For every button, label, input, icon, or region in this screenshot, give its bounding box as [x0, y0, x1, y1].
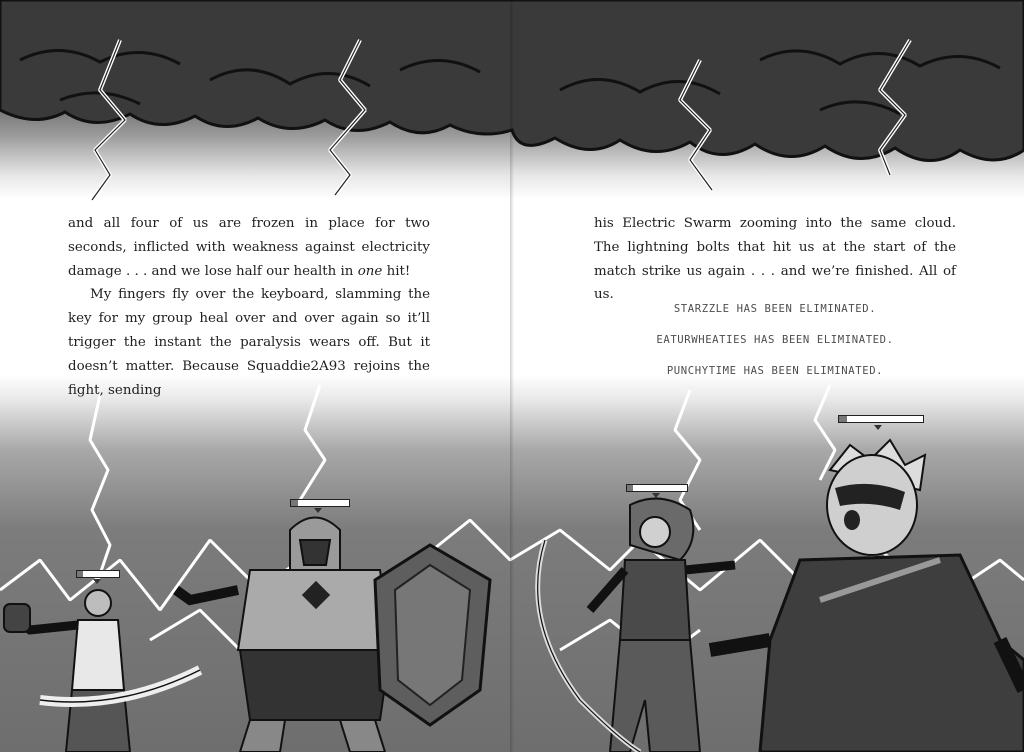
character-masked-hero [710, 440, 1024, 752]
health-bar-icon [290, 499, 350, 507]
health-bar-icon [76, 570, 120, 578]
left-paragraph-1-text: and all four of us are frozen in place for two seconds, inflicted with weakness against electricity damage . . . and we lose half our health in [68, 216, 430, 279]
health-bar-fill [627, 485, 633, 491]
health-bar-icon [626, 484, 688, 492]
left-paragraph-2: My fingers fly over the keyboard, slamming the key for my group heal over and over again so it’ll trigger the instant the paralysis wears off. But it doesn’t matter. Because Squaddie2A93 rejoins the fight, sending [68, 287, 430, 398]
elimination-message-2: EATURWHEATIES HAS BEEN ELIMINATED. [656, 334, 894, 346]
elimination-message-1: STARZZLE HAS BEEN ELIMINATED. [673, 303, 877, 315]
health-marker [93, 579, 101, 584]
character-girl-left [4, 590, 200, 752]
health-bar-icon [838, 415, 924, 423]
health-bar-fill [291, 500, 298, 506]
health-marker [652, 493, 660, 498]
left-paragraph-1-end: hit! [382, 263, 411, 279]
left-page-text [68, 212, 430, 402]
emphasis: one [357, 263, 383, 279]
health-marker [314, 508, 322, 513]
health-bar-fill [77, 571, 83, 577]
right-page-text [594, 212, 956, 307]
right-paragraph-1: his Electric Swarm zooming into the same cloud. The lightning bolts that hit us at the start of the match strike us again . . . and we’re finished. All of us. [594, 216, 956, 303]
elimination-message-3: PUNCHYTIME HAS BEEN ELIMINATED. [666, 365, 884, 377]
page-gutter [510, 0, 514, 752]
health-marker [874, 425, 882, 430]
health-bar-fill [839, 416, 847, 422]
left-paragraph-1 [68, 212, 430, 283]
